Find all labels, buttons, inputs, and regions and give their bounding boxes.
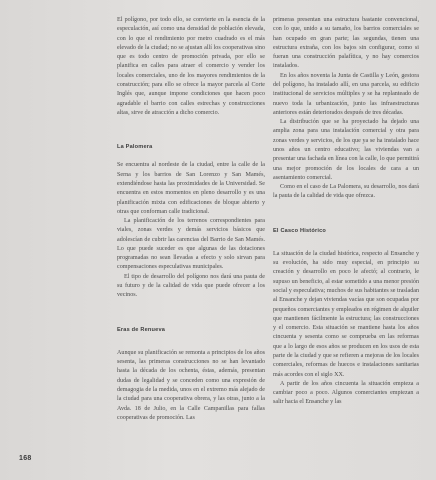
body-paragraph: La situación de la ciudad histórica, respecto al Ensanche y su evolución, ha sido muy especial, en principio su creación y desarrollo en poco le afectó; al contrario, le supuso un beneficio, al estar sometido a una menor presión social y especulativa; muchos de sus habitantes se trasladan al Ensanche y dejan viviendas vacías que son ocupadas por pequeños comerciantes y empleados en régimen de alquiler que mantienen fácilmente la estructura; las construcciones y el comercio. Esta situación se mantiene hasta los años cincuenta y sesenta como se comprueba en las reformas que a lo largo de esos años se producen en los usos de esta parte de la ciudad y que se refieren a mejoras de los locales comerciales, reformas de huecos e instalaciones sanitarias más acordes con el siglo XX.	[273, 250, 419, 378]
body-paragraph: Aunque su planificación se remonta a principios de los años sesenta, las primeras construcciones no se han levantado hasta la década de los ochenta, éstas, además, presentan dudas de legalidad y se conceden como una expresión de demagogia de la medida, unos en el extremo más alejado de la ciudad para una cooperativa obrera, y las otras, junto a la Avda. 18 de Julio, en la Calle Campanillas para fallas cooperativas de promoción. Las	[117, 349, 265, 421]
body-paragraph: primeras presentan una estructura bastante convencional, con lo que, unido a su tamaño, los barrios comerciales se han ocupado en gran parte; las segundas, tienen una estructura extraña, con los bajos sin configurar, como si fueran una construcción palafítica, y no hay comercios instalados.	[273, 17, 419, 70]
body-paragraph: A partir de los años cincuenta la situación empieza a cambiar poco a poco. Algunos comerciantes empiezan a salir hacia el Ensanche y las	[273, 380, 419, 406]
body-paragraph: El polígono, por todo ello, se convierte en la esencia de la especulación, así como una densidad de población elevada, con lo que el rendimiento por metro cuadrado es el más elevado de la ciudad; no se ajustan allí los cooperativas sino que es todo centro de promoción privada, por ello se planifica en calles para atraer el comercio y vender los locales comerciales, uno de los mayores rendimientos de la construcción; para ello se ofrece la mayor parcela al Corte Inglés que, aunque impone condiciones que hacen poco agradable el barrio con calles estrechas y construcciones altas, sirve de atracción a dicho comercio.	[117, 17, 265, 116]
body-paragraph: La planificación de los terrenos correspondientes para viales, zonas verdes y demás servicios básicos que adolescían de cubrir las carencias del Barrio de San Mamés. Lo que puede suceder es que algunas de las dotaciones programadas no sean llevadas a efecto y solo sirvan para compensaciones especulativas municipales.	[117, 218, 265, 271]
left-column	[117, 16, 265, 423]
section-heading-casco-historico: El Casco Histórico	[273, 227, 327, 234]
section-heading-eras-de-renueva: Eras de Renueva	[117, 326, 166, 333]
body-paragraph: Se encuentra al nordeste de la ciudad, entre la calle de la Serna y los barrios de San Lorenzo y San Mamés, extendiéndose hasta las proximidades de la Universidad. Se encuentra en estos momentos en pleno desarrollo y es una planificación mixta con edificaciones de bloque abierto y otras que conforman calle tradicional.	[117, 162, 265, 215]
body-paragraph: La distribución que se ha proyectado ha dejado una amplia zona para una instalación comercial y otra para zonas verdes y servicios, de los que ya se ha instalado hace unos años un centro educativo; las viviendas van a presentar una fachada en línea con la calle, lo que permitirá una mejor promoción de los locales de cara a un asentamiento comercial.	[273, 119, 419, 181]
body-paragraph: Como en el caso de La Palomera, su desarrollo, nos dará la pauta de la calidad de vida que ofrezca.	[273, 184, 419, 200]
page-number: 168	[19, 455, 32, 462]
body-paragraph: En los años noventa la Junta de Castilla y León, gestora del polígono, ha instalado allí, en una parcela, su edificio institucional de servicios múltiples y se ha replanteado de nuevo toda la urbanización, junto las infraestructuras anteriores están deteriorados después de tres décadas.	[273, 72, 419, 116]
section-heading-la-palomera: La Palomera	[117, 144, 153, 151]
right-column	[273, 16, 419, 408]
body-paragraph: El tipo de desarrollo del polígono nos dará una pauta de su futuro y de la calidad de vida que puede ofrecer a los vecinos.	[117, 273, 265, 299]
